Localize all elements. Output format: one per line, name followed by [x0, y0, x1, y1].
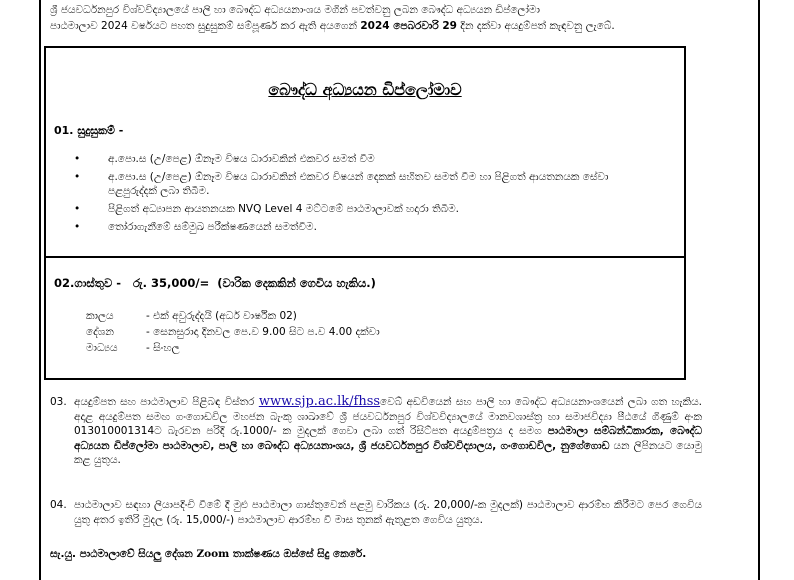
bullet-icon: •	[74, 171, 81, 183]
qualification-item: • අ.පො.ස (උ/පෙළ) ඕනෑම විෂය ධාරාවකින් එකවර සමත් වීම	[74, 153, 375, 165]
bullet-icon: •	[74, 153, 81, 165]
paragraph-number: 03.	[50, 396, 67, 408]
page-border-right	[758, 0, 760, 580]
qualification-item: • තෝරාගැනීමේ සම්මුඛ පරීක්ෂණයෙන් සමත්වීම.	[74, 221, 317, 233]
intro-line-1: ශ්‍රී ජයවර්ධනපුර විශ්වවිද්‍යාලයේ පාලි හා බෞද්ධ අධ්‍යයනාංශය මගින් පවත්වනු ලබන බෞද්ධ අධ්‍යයන ඩිප්ලෝමා	[50, 4, 540, 16]
bullet-icon: •	[74, 203, 81, 215]
qualifications-heading: 01. සුදුසුකම් -	[54, 124, 124, 137]
fee-installment-note: (වාරික දෙකකින් ගෙවිය හැකිය.)	[217, 276, 376, 290]
course-details	[86, 308, 380, 356]
diploma-title: බෞද්ධ අධ්‍යයන ඩිප්ලෝමාව	[268, 80, 462, 99]
qualification-item: • පිළිගත් අධ්‍යාපන ආයතනයක NVQ Level 4 මට්ටමේ පාඨමාලාවක් හදාරා තිබීම.	[74, 203, 460, 215]
mailing-address: පාඨමාලා සම්බන්ධීකාරක, බෞද්ධ අධ්‍යයන ඩිප්ලෝමා පාඨමාලාව, පාලි හා බෞද්ධ අධ්‍යයනාංශය, ශ්‍රී ජයවර්ධනපුර විශ්වවිද්‍යාලය, ගංගොඩවිල, නුගේගොඩ	[74, 425, 702, 452]
diploma-info-box-upper	[44, 46, 686, 258]
website-link[interactable]: www.sjp.ac.lk/fhss	[258, 394, 381, 409]
deadline-date: 2024 පෙබරවාරි 29	[360, 20, 457, 32]
detail-medium: මාධ්‍යය - සිංහල	[86, 342, 180, 354]
page-border-left	[39, 0, 41, 580]
intro-line-2-text: පාඨමාලාව 2024 වර්ෂයට පහත සුදුසුකම් සම්පූර්ණ කර ඇති අයගෙන්	[50, 20, 361, 32]
qualifications-list	[74, 152, 634, 238]
fee-amount: රු. 35,000/=	[133, 276, 210, 290]
bullet-icon: •	[74, 221, 81, 233]
fee-label: 02.ගාස්තුව -	[54, 276, 122, 290]
detail-lectures: දේශන - සෙනසුරාදා දිනවල පෙ.ව 9.00 සිට ප.ව 4.00 දක්වා	[86, 326, 380, 338]
fee-line	[54, 276, 376, 291]
application-details-paragraph: 03. අයදුම්පත සහ පාඨමාලාව පිළිබඳ විස්තර www.sjp.ac.lk/fhssවෙබ් අඩවියෙන් සහ පාලි හා බෞද්ධ අධ්‍යයනාංශයෙන් ලබා ගත හැකිය. අදාළ අයදුම්පත සමඟ ගංගොඩවිල මහජන බැංකු ශාඛාවේ ශ්‍රී ජයවර්ධනපුර විශ්වවිද්‍යාලයේ මානවශාස්ත්‍ර හා සමාජවිද්‍යා පීඨයේ ගිණුම් අංක 013010001314ට බැරවන පරිදි රු.1000/- ක මුදලක් ගෙවා ලබා ගත් රිසිට්පත අයදුම්පත්‍රය ද සමග පාඨමාලා සම්බන්ධීකාරක, බෞද්ධ අධ්‍යයන ඩිප්ලෝමා පාඨමාලාව, පාලි හා බෞද්ධ අධ්‍යයනාංශය, ශ්‍රී ජයවර්ධනපුර විශ්වවිද්‍යාලය, ගංගොඩවිල, නුගේගොඩ යන ලිපිනයට යොමු කළ යුතුය.	[50, 394, 703, 466]
zoom-word: Zoom	[196, 548, 230, 560]
payment-paragraph: 04. පාඨමාලාව සඳහා ලියාපදිංචි වීමේ දී මුළු පාඨමාලා ගාස්තුවෙන් පළමු වාරිකය (රු. 20,000/-ක මුදලක්) පාඨමාලාව ආරම්භ කිරීමට පෙර ගෙවිය යුතු අතර ඉතිරි මුදල (රු. 15,000/-) පාඨමාලාව ආරම්භ වී මාස තුනක් ඇතුළත ගෙවිය යුතුය.	[50, 499, 702, 526]
zoom-footnote: සැ.යු. පාඨමාලාවේ සියලු දේශන Zoom තාක්ෂණය ඔස්සේ සිදු කෙරේ.	[50, 548, 367, 560]
detail-duration: කාලය - එක් අවුරුද්දයි (අර්ධ වාර්ෂික 02)	[86, 310, 297, 322]
qualification-item: • අ.පො.ස (උ/පෙළ) ඕනෑම විෂය ධාරාවකින් එකවර විෂයන් දෙකක් සහිතව සමත් වීම හා පිළිගත් ආයතනයක සේවා පළපුරුද්දක් ලබා තිබීම.	[74, 171, 609, 197]
diploma-info-box-lower	[44, 256, 686, 380]
intro-paragraph	[50, 2, 770, 34]
paragraph-number: 04.	[50, 499, 67, 511]
intro-line-2	[50, 18, 770, 34]
intro-line-2-end: දින දක්වා අයදුම්පත් කැඳවනු ලැබේ.	[456, 20, 615, 32]
